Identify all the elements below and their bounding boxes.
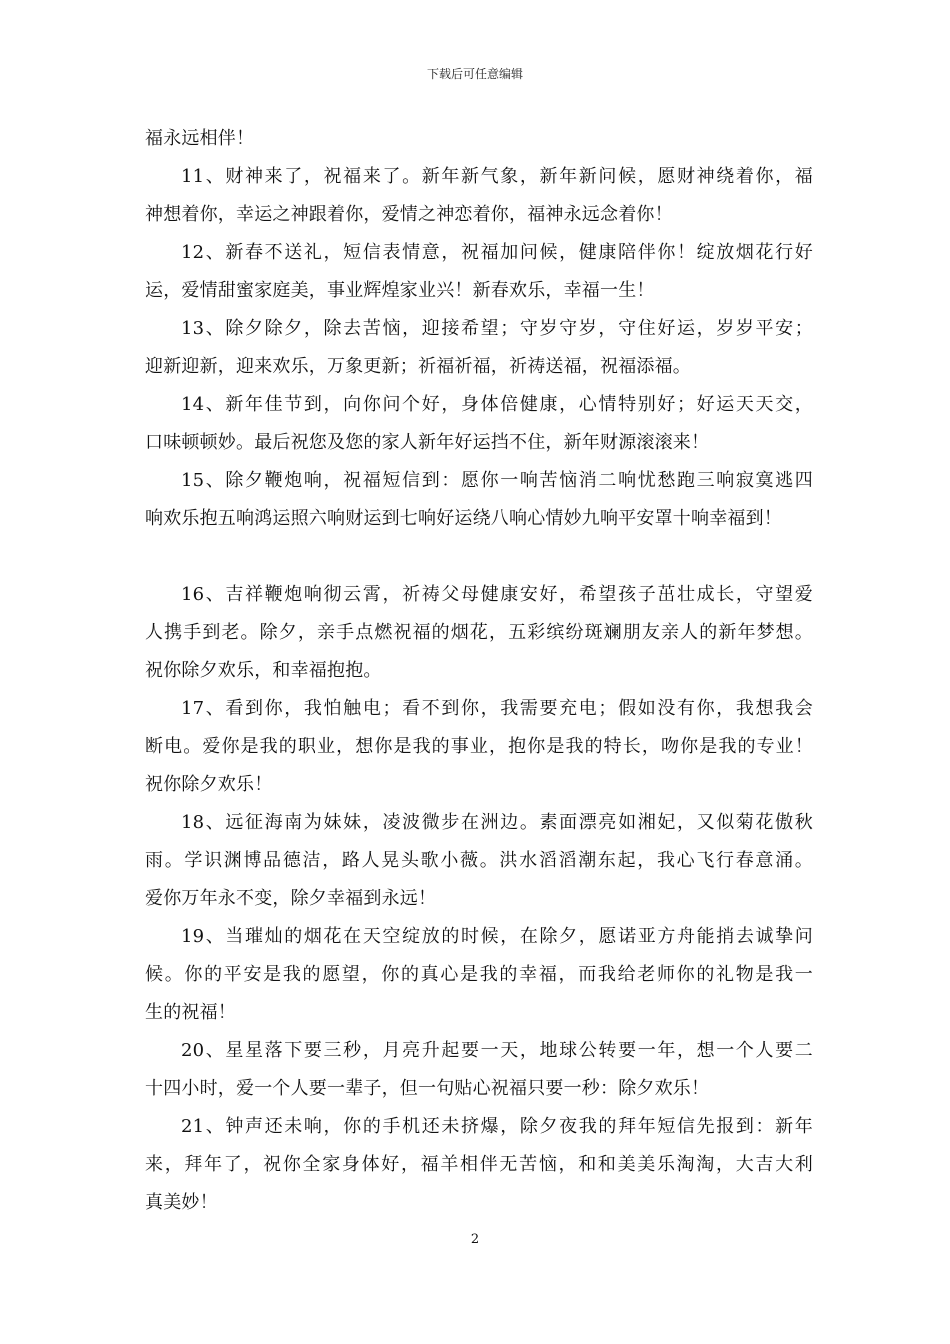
paragraph-line: 13、除夕除夕，除去苦恼，迎接希望；守岁守岁，守住好运，岁岁平安； [181, 318, 813, 339]
paragraph-line: 祝你除夕欢乐！ [145, 774, 273, 795]
document-body [145, 120, 813, 1222]
paragraph-line: 真美妙！ [145, 1192, 218, 1213]
paragraph-line: 17、看到你，我怕触电；看不到你，我需要充电；假如没有你，我想我会 [181, 698, 813, 719]
paragraph-line: 14、新年佳节到，向你问个好，身体倍健康，心情特别好；好运天天交， [181, 394, 813, 415]
paragraph-line: 人携手到老。除夕，亲手点燃祝福的烟花，五彩缤纷斑斓朋友亲人的新年梦想。 [145, 622, 813, 643]
paragraph-line: 生的祝福！ [145, 1002, 236, 1023]
paragraph-line: 神想着你，幸运之神跟着你，爱情之神恋着你，福神永远念着你！ [145, 204, 673, 225]
paragraph-line: 21、钟声还未响，你的手机还未挤爆，除夕夜我的拜年短信先报到：新年 [181, 1116, 813, 1137]
paragraph-line: 15、除夕鞭炮响，祝福短信到：愿你一响苦恼消二响忧愁跑三响寂寞逃四 [181, 470, 813, 491]
paragraph-line: 迎新迎新，迎来欢乐，万象更新；祈福祈福，祈祷送福，祝福添福。 [145, 356, 691, 377]
paragraph-line: 18、远征海南为妹妹，凌波微步在洲边。素面漂亮如湘妃，又似菊花傲秋 [181, 812, 813, 833]
paragraph-line: 爱你万年永不变，除夕幸福到永远！ [145, 888, 437, 909]
paragraph-line: 雨。学识渊博品德洁，路人晃头歌小薇。洪水滔滔潮东起，我心飞行春意涌。 [145, 850, 813, 871]
paragraph-line: 福永远相伴！ [145, 128, 255, 149]
paragraph-line: 16、吉祥鞭炮响彻云霄，祈祷父母健康安好，希望孩子茁壮成长，守望爱 [181, 584, 813, 605]
paragraph-line: 十四小时，爱一个人要一辈子，但一句贴心祝福只要一秒：除夕欢乐！ [145, 1078, 710, 1099]
paragraph-line: 运，爱情甜蜜家庭美，事业辉煌家业兴！新春欢乐，幸福一生！ [145, 280, 655, 301]
paragraph-line: 20、星星落下要三秒，月亮升起要一天，地球公转要一年，想一个人要二 [181, 1040, 813, 1061]
paragraph-line: 候。你的平安是我的愿望，你的真心是我的幸福，而我给老师你的礼物是我一 [145, 964, 813, 985]
paragraph-line: 11、财神来了，祝福来了。新年新气象，新年新问候，愿财神绕着你，福 [181, 166, 813, 187]
paragraph-gap [145, 538, 813, 576]
paragraph-line: 断电。爱你是我的职业，想你是我的事业，抱你是我的特长，吻你是我的专业！ [145, 736, 813, 757]
paragraph-line: 12、新春不送礼，短信表情意，祝福加问候，健康陪伴你！绽放烟花行好 [181, 242, 813, 263]
paragraph-line: 响欢乐抱五响鸿运照六响财运到七响好运绕八响心情妙九响平安罩十响幸福到！ [145, 508, 782, 529]
page-header: 下载后可任意编辑 [426, 67, 523, 81]
paragraph-line: 祝你除夕欢乐，和幸福抱抱。 [145, 660, 382, 681]
page-number: 2 [470, 1232, 480, 1247]
paragraph-line: 口味顿顿妙。最后祝您及您的家人新年好运挡不住，新年财源滚滚来！ [145, 432, 710, 453]
paragraph-line: 来，拜年了，祝你全家身体好，福羊相伴无苦恼，和和美美乐淘淘，大吉大利 [145, 1154, 813, 1175]
paragraph-line: 19、当璀灿的烟花在天空绽放的时候，在除夕，愿诺亚方舟能捎去诚挚问 [181, 926, 813, 947]
